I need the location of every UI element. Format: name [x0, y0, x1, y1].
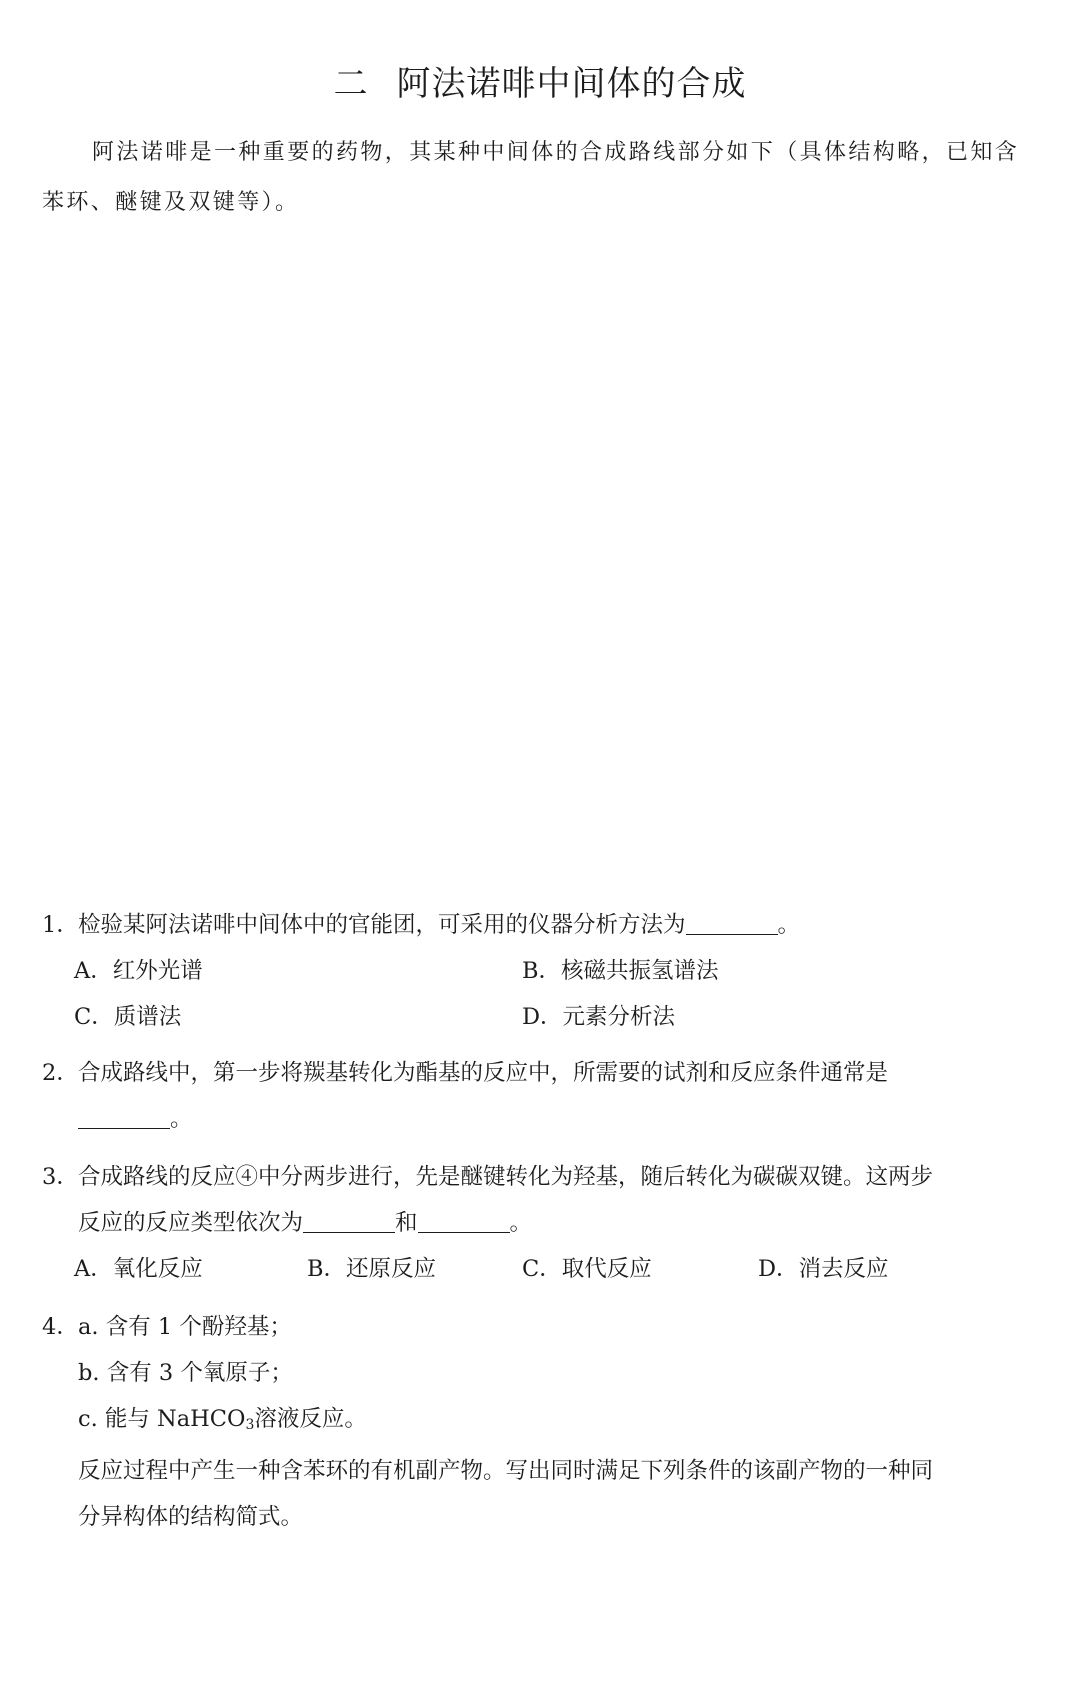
- answer-blank-q1[interactable]: [686, 910, 778, 935]
- q3-option-b: B．还原反应: [307, 1256, 437, 1282]
- question-3: [42, 1154, 1038, 1292]
- question-1-options-row-2: [42, 994, 1038, 1040]
- question-3-text: 合成路线的反应④中分两步进行，先是醚键转化为羟基，随后转化为碳碳双键。这两步: [78, 1164, 934, 1190]
- q1-option-b: B．核磁共振氢谱法: [522, 958, 719, 984]
- synthesis-route-blank-area: [42, 240, 1042, 960]
- question-2-end: 。: [170, 1106, 193, 1132]
- question-1: [42, 902, 1038, 1040]
- question-3-mid: 和: [395, 1210, 418, 1236]
- answer-blank-q2[interactable]: [78, 1104, 170, 1129]
- q3-option-d: D．消去反应: [758, 1256, 889, 1282]
- question-1-text: 检验某阿法诺啡中间体中的官能团，可采用的仪器分析方法为: [78, 912, 686, 938]
- question-3-options-row: [42, 1246, 1038, 1292]
- question-3-text-2: 反应的反应类型依次为: [78, 1210, 304, 1236]
- q1-option-d: D．元素分析法: [522, 1004, 676, 1030]
- question-4-condition-c-pre: c. 能与 NaHCO: [78, 1406, 246, 1432]
- question-4-text: 反应过程中产生一种含苯环的有机副产物。写出同时满足下列条件的该副产物的一种同: [78, 1458, 934, 1484]
- question-3-end: 。: [509, 1210, 533, 1236]
- question-2-number: 2．: [42, 1060, 79, 1086]
- section-number: 二: [333, 64, 369, 104]
- question-2: [42, 1050, 1038, 1142]
- question-1-end: 。: [777, 912, 801, 938]
- q1-option-a: A．红外光谱: [74, 958, 203, 984]
- question-4-condition-a: a. 含有 1 个酚羟基；: [78, 1314, 292, 1340]
- question-4-condition-c-post: 溶液反应。: [254, 1406, 367, 1432]
- question-4-text-2: 分异构体的结构简式。: [78, 1504, 304, 1530]
- question-3-number: 3．: [42, 1164, 79, 1190]
- section-title: [0, 56, 1080, 105]
- question-4-condition-b: b. 含有 3 个氧原子；: [78, 1360, 293, 1386]
- question-1-options-row-1: [42, 948, 1038, 994]
- question-1-number: 1．: [42, 912, 79, 938]
- question-2-text: 合成路线中，第一步将羰基转化为酯基的反应中，所需要的试剂和反应条件通常是: [78, 1060, 889, 1086]
- intro-paragraph: 阿法诺啡是一种重要的药物，其某种中间体的合成路线部分如下（具体结构略，已知含苯环、醚键及双键等）。: [42, 140, 1020, 215]
- q3-option-a: A．氧化反应: [74, 1256, 203, 1282]
- section-title-text: 阿法诺啡中间体的合成: [396, 64, 747, 104]
- q1-option-c: C．质谱法: [74, 1004, 182, 1030]
- question-4-number: 4．: [42, 1314, 79, 1340]
- question-4-condition-c-subscript: 3: [245, 1417, 255, 1433]
- q3-option-c: C．取代反应: [522, 1256, 652, 1282]
- answer-blank-q3-first[interactable]: [303, 1208, 395, 1233]
- question-4: [42, 1304, 1038, 1540]
- answer-blank-q3-second[interactable]: [418, 1208, 510, 1233]
